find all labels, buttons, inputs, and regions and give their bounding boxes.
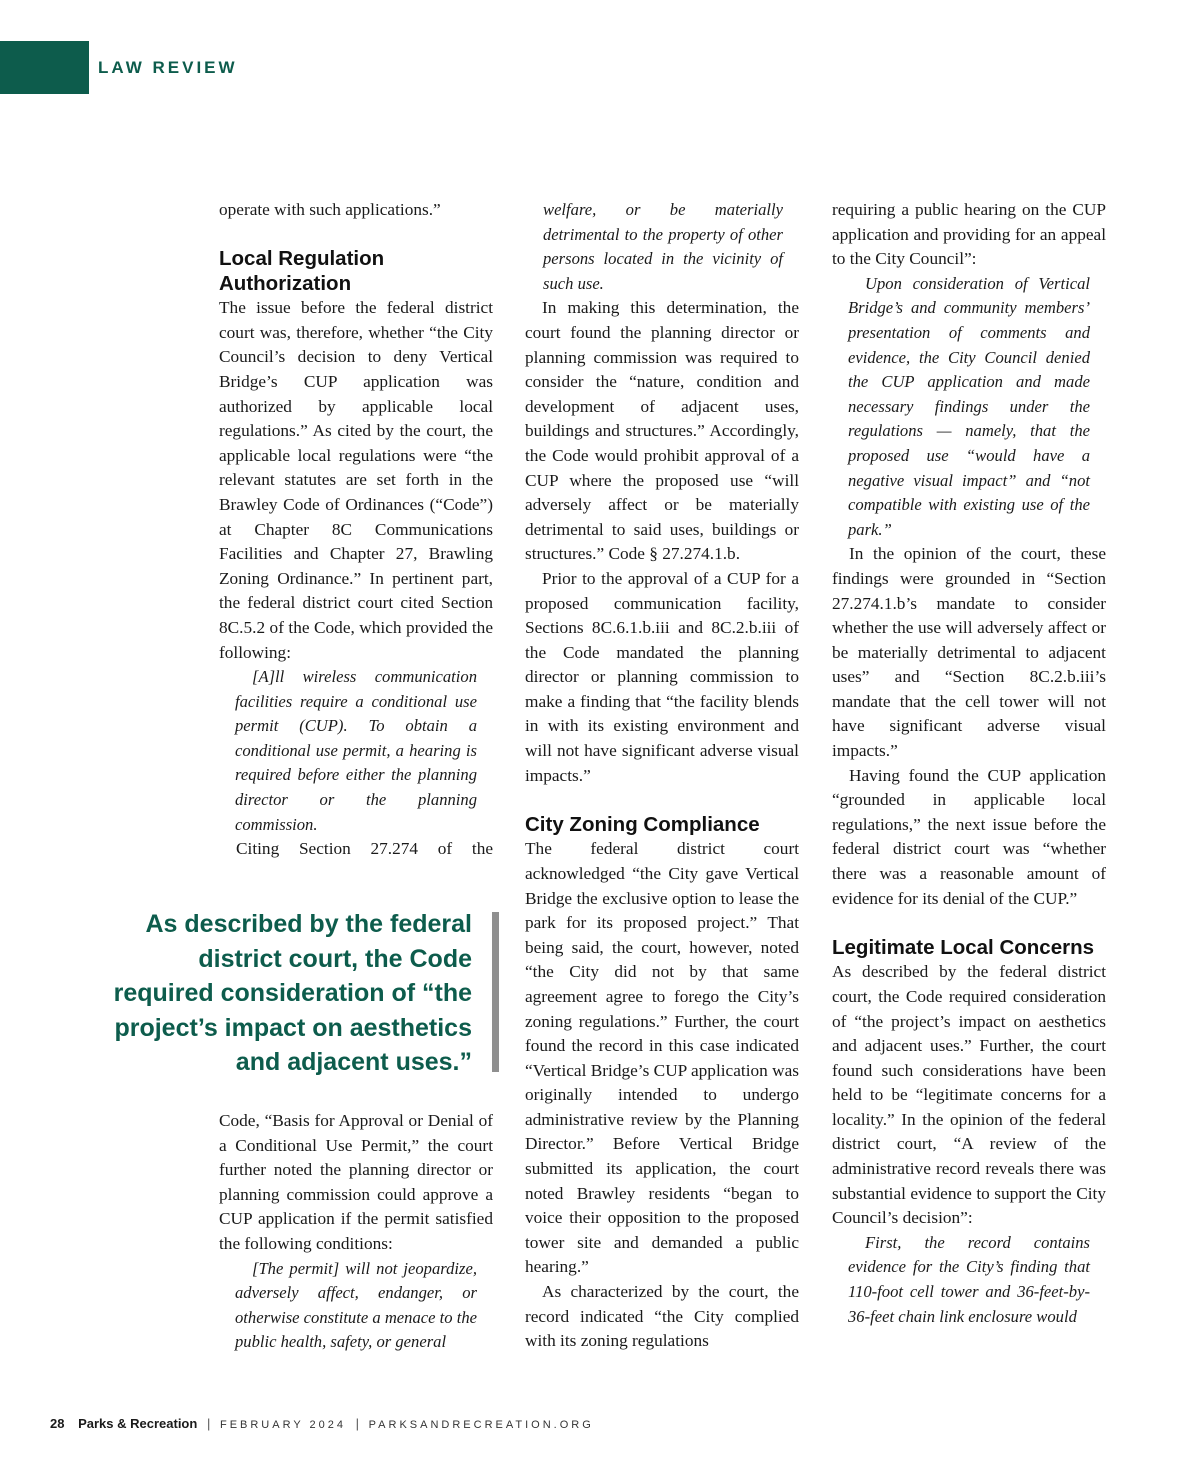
column-2 xyxy=(525,198,799,1354)
section-label: LAW REVIEW xyxy=(98,58,238,77)
paragraph: requiring a public hearing on the CUP application and providing for an appeal to the City Council”: xyxy=(832,200,1106,269)
page-footer xyxy=(50,1416,594,1431)
paragraph: operate with such applications.” xyxy=(219,200,441,219)
subheading-legitimate-concerns: Legitimate Local Concerns xyxy=(832,935,1095,959)
page-number: 28 xyxy=(50,1416,65,1431)
paragraph: Code, “Basis for Approval or Denial of a Conditional Use Permit,” the court further noted the planning director or planning commission could approve a CUP application if the permit satisfied the following conditions: xyxy=(219,1111,493,1253)
paragraph: As characterized by the court, the record indicated “the City complied with its zoning regulations xyxy=(525,1282,799,1351)
issue-date: FEBRUARY 2024 xyxy=(219,1419,346,1431)
paragraph: In making this determination, the court found the planning director or planning commission was required to consider the “nature, condition and development of adjacent uses, buildings and structures.” Accordingly, the Code would prohibit approval of a CUP where the proposed use “will adversely affect or be materially detrimental to said uses, buildings or structures.” Code § 27.274.1.b. xyxy=(525,298,799,564)
paragraph: In the opinion of the court, these findings were grounded in “Section 27.274.1.b’s mandate to consider whether the use will adversely affect or be materially detrimental to adjacent uses” and “Section 8C.2.b.iii’s mandate that the cell tower will not have significant adverse visual impacts.” xyxy=(832,544,1106,761)
section-header-bar xyxy=(0,41,89,94)
paragraph: Citing Section 27.274 of the xyxy=(236,839,493,859)
pull-quote: As described by the federal district court, the Code required consideration of “the project’s impact on aesthetics and adjacent uses.” xyxy=(113,910,472,1076)
block-quote: [The permit] will not jeopardize, adversely affect, endanger, or otherwise constitute a menace to the public health, safety, or general xyxy=(235,1258,477,1352)
paragraph: The federal district court acknowledged “the City gave Vertical Bridge the exclusive option to lease the park for its proposed project.” That being said, the court, however, noted “the City did not by that same agreement agree to forego the City’s zoning regulations.” Further, the court found the record in this case indicated “Vertical Bridge’s CUP application was originally intended to undergo administrative review by the Planning Director.” Before Vertical Bridge submitted its application, the court noted Brawley residents “began to voice their opposition to the proposed tower site and demanded a public hearing.” xyxy=(525,839,799,1277)
paragraph: The issue before the federal district court was, therefore, whether “the City Council’s decision to deny Vertical Bridge’s CUP application was authorized by applicable local regulations.” As cited by the court, the applicable local regulations were “the relevant statutes are set forth in the Brawley Code of Ordinances (“Code”) at Chapter 8C Communications Facilities and Chapter 27, Brawling Zoning Ordinance.” In pertinent part, the federal district court cited Section 8C.5.2 of the Code, which provided the following: xyxy=(219,298,493,662)
column-3 xyxy=(832,198,1106,1329)
block-quote: First, the record contains evidence for the City’s finding that 110-foot cell tower and 36-feet-by-36-feet chain link enclosure would xyxy=(848,1232,1090,1326)
footer-separator: | xyxy=(355,1416,360,1431)
subheading-local-regulation: Local Regulation Authorization xyxy=(219,247,385,295)
magazine-title: Parks & Recreation xyxy=(78,1416,198,1431)
block-quote: [A]ll wireless communication facilities require a conditional use permit (CUP). To obtain a conditional use permit, a hearing is required before either the planning director or the planning commission. xyxy=(235,667,477,834)
block-quote: Upon consideration of Vertical Bridge’s and community members’ presentation of comments and evidence, the City Council denied the CUP application and made necessary findings under the regulations — namely, that the proposed use “would have a negative visual impact” and “not compatible with existing use of the park.” xyxy=(848,273,1090,539)
pull-quote-rule xyxy=(492,912,499,1072)
paragraph: Prior to the approval of a CUP for a proposed communication facility, Sections 8C.6.1.b.iii and 8C.2.b.iii of the Code mandated the planning director or planning commission to make a finding that “the facility blends in with its existing environment and will not have significant adverse visual impacts.” xyxy=(525,568,799,785)
column-1 xyxy=(219,198,493,862)
subheading-city-zoning: City Zoning Compliance xyxy=(525,812,760,836)
paragraph: Having found the CUP application “grounded in applicable local regulations,” the next issue before the federal district court was “whether there was a reasonable amount of evidence for its denial of the CUP.” xyxy=(832,765,1106,908)
block-quote: welfare, or be materially detrimental to the property of other persons located in the vicinity of such use. xyxy=(543,200,783,293)
website-link[interactable]: PARKSANDRECREATION.ORG xyxy=(368,1419,594,1431)
column-1-continued xyxy=(219,1109,493,1355)
footer-separator: | xyxy=(206,1416,211,1431)
paragraph: As described by the federal district court, the Code required consideration of “the project’s impact on aesthetics and adjacent uses.” Further, the court found such considerations have been held to be “legitimate concerns for a locality.” In the opinion of the federal district court, “A review of the administrative record reveals there was substantial evidence to support the City Council’s decision”: xyxy=(832,962,1106,1228)
